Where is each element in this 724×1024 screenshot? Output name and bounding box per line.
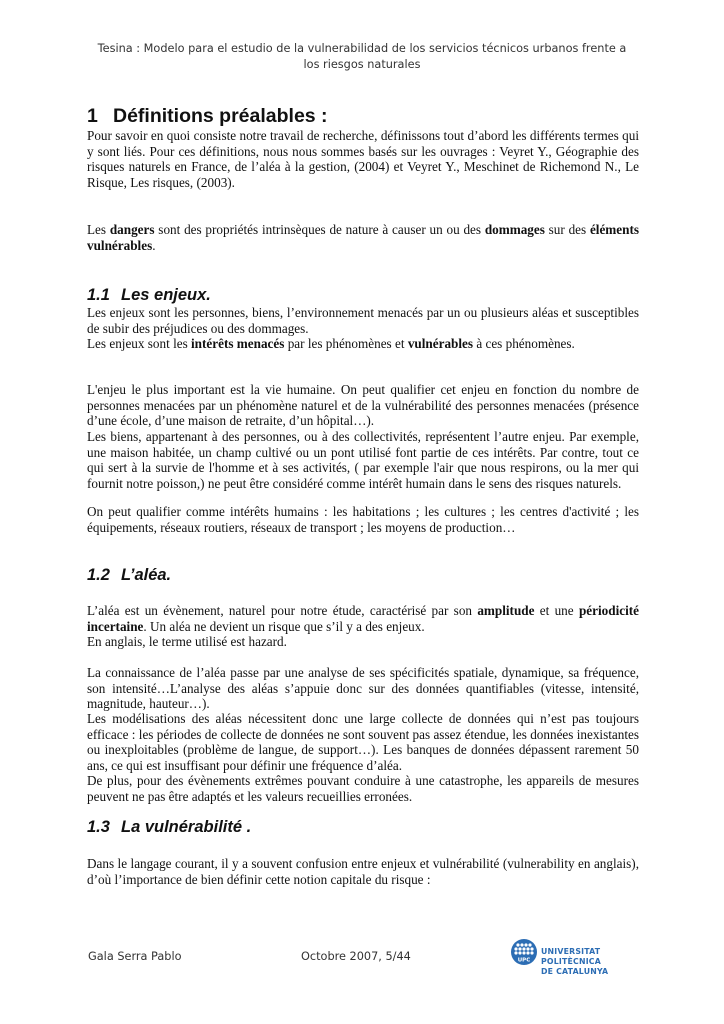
upc-logo-icon xyxy=(511,939,537,965)
section-1-2-heading xyxy=(87,565,171,585)
alea-paragraph-2: En anglais, le terme utilisé est hazard. xyxy=(87,634,287,649)
section-1-2-number: 1.2 xyxy=(87,566,110,584)
dangers-definition: Les dangers sont des propriétés intrinsèques de nature à causer un ou des dommages sur des éléments vulnérables. xyxy=(87,222,640,253)
section-1-1-title: Les enjeux. xyxy=(121,286,211,304)
section-1-intro: Pour savoir en quoi consiste notre travail de recherche, définissons tout d’abord les différents termes qui y sont liés. Pour ces définitions, nous nous sommes basés sur les ouvrages : Veyret Y., Géographie des risques naturels en France, de l’aléa à la gestion, (2004) et Veyret Y., Meschinet de Richemond N., Le Risque, Les risques, (2003). xyxy=(87,128,639,190)
enjeux-paragraph-5: On peut qualifier comme intérêts humains : les habitations ; les cultures ; les centres d'activité ; les équipements, réseaux routiers, réseaux de transport ; les moyens de production… xyxy=(87,504,639,535)
enjeux-paragraph-4: Les biens, appartenant à des personnes, ou à des collectivités, représentent l’autre enjeu. Par exemple, une maison habitée, un champ cultivé ou un pont utilisé font partie de ces intérêts. Par contre, tout ce qui sert à la survie de l'homme et à ses activités, ( par exemple l'air que nous respirons, ou la mer qui fournit notre poisson,) ne peut être considéré comme intérêt humain dans le sens des risques naturels. xyxy=(87,429,639,491)
section-1-1-heading xyxy=(87,285,211,305)
section-1-2-title: L’aléa. xyxy=(121,566,172,584)
enjeux-paragraph-2: Les enjeux sont les intérêts menacés par les phénomènes et vulnérables à ces phénomènes. xyxy=(87,336,575,351)
running-header xyxy=(80,41,644,73)
section-1-heading xyxy=(87,104,328,128)
enjeux-paragraph-1: Les enjeux sont les personnes, biens, l’environnement menacés par un ou plusieurs aléas et susceptibles de subir des préjudices ou des dommages. xyxy=(87,305,639,336)
upc-logo-line-1: UNIVERSITAT POLITÈCNICA xyxy=(541,947,601,966)
section-1-3-title: La vulnérabilité . xyxy=(121,818,252,836)
footer-author: Gala Serra Pablo xyxy=(88,950,182,963)
term-periodicite-incertaine: périodicité incertaine xyxy=(87,603,639,634)
vulnerabilite-paragraph-1: Dans le langage courant, il y a souvent confusion entre enjeux et vulnérabilité (vulnerability en anglais), d’où l’importance de bien définir cette notion capitale du risque : xyxy=(87,856,639,887)
section-1-title: Définitions préalables : xyxy=(113,105,328,127)
upc-logo-abbr: UPC xyxy=(517,957,531,964)
section-1-number: 1 xyxy=(87,105,98,127)
section-1-1-number: 1.1 xyxy=(87,286,110,304)
term-dommages: dommages xyxy=(484,222,545,237)
alea-paragraph-4: Les modélisations des aléas nécessitent donc une large collecte de données qui n’est pas toujours efficace : les périodes de collecte de données ne sont souvent pas assez étendue, les données inexistantes ou inexploitables (problème de langue, de support…). Les banques de données dépassent rarement 50 ans, ce qui est insuffisant pour définir une fréquence d’aléa. xyxy=(87,711,639,773)
section-1-3-number: 1.3 xyxy=(87,818,110,836)
upc-logo-line-2: DE CATALUNYA xyxy=(541,967,609,976)
header-line-2: los riesgos naturales xyxy=(303,58,421,71)
header-line-1: Tesina : Modelo para el estudio de la vulnerabilidad de los servicios técnicos urbanos frente a xyxy=(97,42,627,55)
term-dangers: dangers xyxy=(109,222,155,237)
section-1-3-heading xyxy=(87,817,251,837)
term-amplitude: amplitude xyxy=(477,603,535,618)
upc-logo xyxy=(511,939,661,975)
term-elements-vulnerables: éléments vulnérables xyxy=(87,222,640,253)
alea-paragraph-1: L’aléa est un évènement, naturel pour notre étude, caractérisé par son amplitude et une périodicité incertaine. Un aléa ne devient un risque que s’il y a des enjeux. xyxy=(87,603,639,634)
alea-paragraph-3: La connaissance de l’aléa passe par une analyse de ses spécificités spatiale, dynamique, sa fréquence, son intensité…L’analyse des aléas s’appuie donc sur des données quantifiables (vitesse, intensité, magnitude, hauteur…). xyxy=(87,665,639,712)
term-vulnerables: vulnérables xyxy=(407,336,474,351)
footer-date-page: Octobre 2007, 5/44 xyxy=(301,950,411,963)
upc-logo-text xyxy=(541,947,661,977)
enjeux-paragraph-3: L'enjeu le plus important est la vie humaine. On peut qualifier cet enjeu en fonction du nombre de personnes menacées par un phénomène naturel et de la vulnérabilité des personnes menacées (présence d’une école, d’une maison de retraite, d’un hôpital…). xyxy=(87,382,639,429)
term-interets-menaces: intérêts menacés xyxy=(191,336,285,351)
alea-paragraph-5: De plus, pour des évènements extrêmes pouvant conduire à une catastrophe, les appareils de mesures peuvent ne pas être adaptés et les valeurs recueillies erronées. xyxy=(87,773,639,804)
